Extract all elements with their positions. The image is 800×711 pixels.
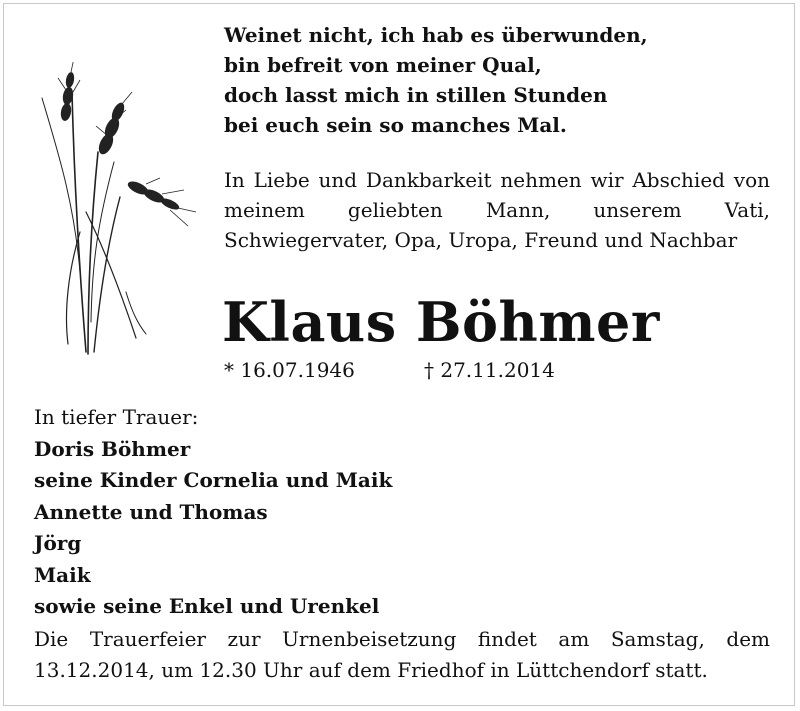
poem-line: doch lasst mich in stillen Stunden	[224, 83, 608, 107]
deceased-name: Klaus Böhmer	[222, 290, 660, 354]
mourner: Doris Böhmer	[34, 436, 191, 461]
death-date: † 27.11.2014	[424, 358, 555, 382]
mourner: Maik	[34, 562, 91, 587]
mourners-intro: In tiefer Trauer:	[34, 405, 199, 429]
mourner: seine Kinder Cornelia und Maik	[34, 468, 393, 492]
birth-date: * 16.07.1946	[224, 358, 355, 382]
poem-line: bei euch sein so manches Mal.	[224, 113, 567, 137]
mourner: Jörg	[34, 531, 82, 555]
poem-line: Weinet nicht, ich hab es überwunden,	[224, 23, 648, 47]
funeral-notice: Die Trauerfeier zur Urnenbeisetzung findet am Samstag, dem 13.12.2014, um 12.30 Uhr auf dem Friedhof in Lüttchendorf statt.	[34, 627, 770, 682]
mourner: Annette und Thomas	[34, 499, 268, 524]
mourner: sowie seine Enkel und Urenkel	[34, 594, 380, 618]
mourners-list	[34, 402, 774, 623]
life-dates	[224, 355, 744, 385]
poem-line: bin befreit von meiner Qual,	[224, 53, 542, 77]
poem	[224, 20, 784, 140]
farewell-text: In Liebe und Dankbarkeit nehmen wir Abschied von meinem geliebten Mann, unserem Vati, Schwiegervater, Opa, Uropa, Freund und Nachbar	[224, 168, 770, 252]
wheat-icon	[28, 62, 208, 362]
